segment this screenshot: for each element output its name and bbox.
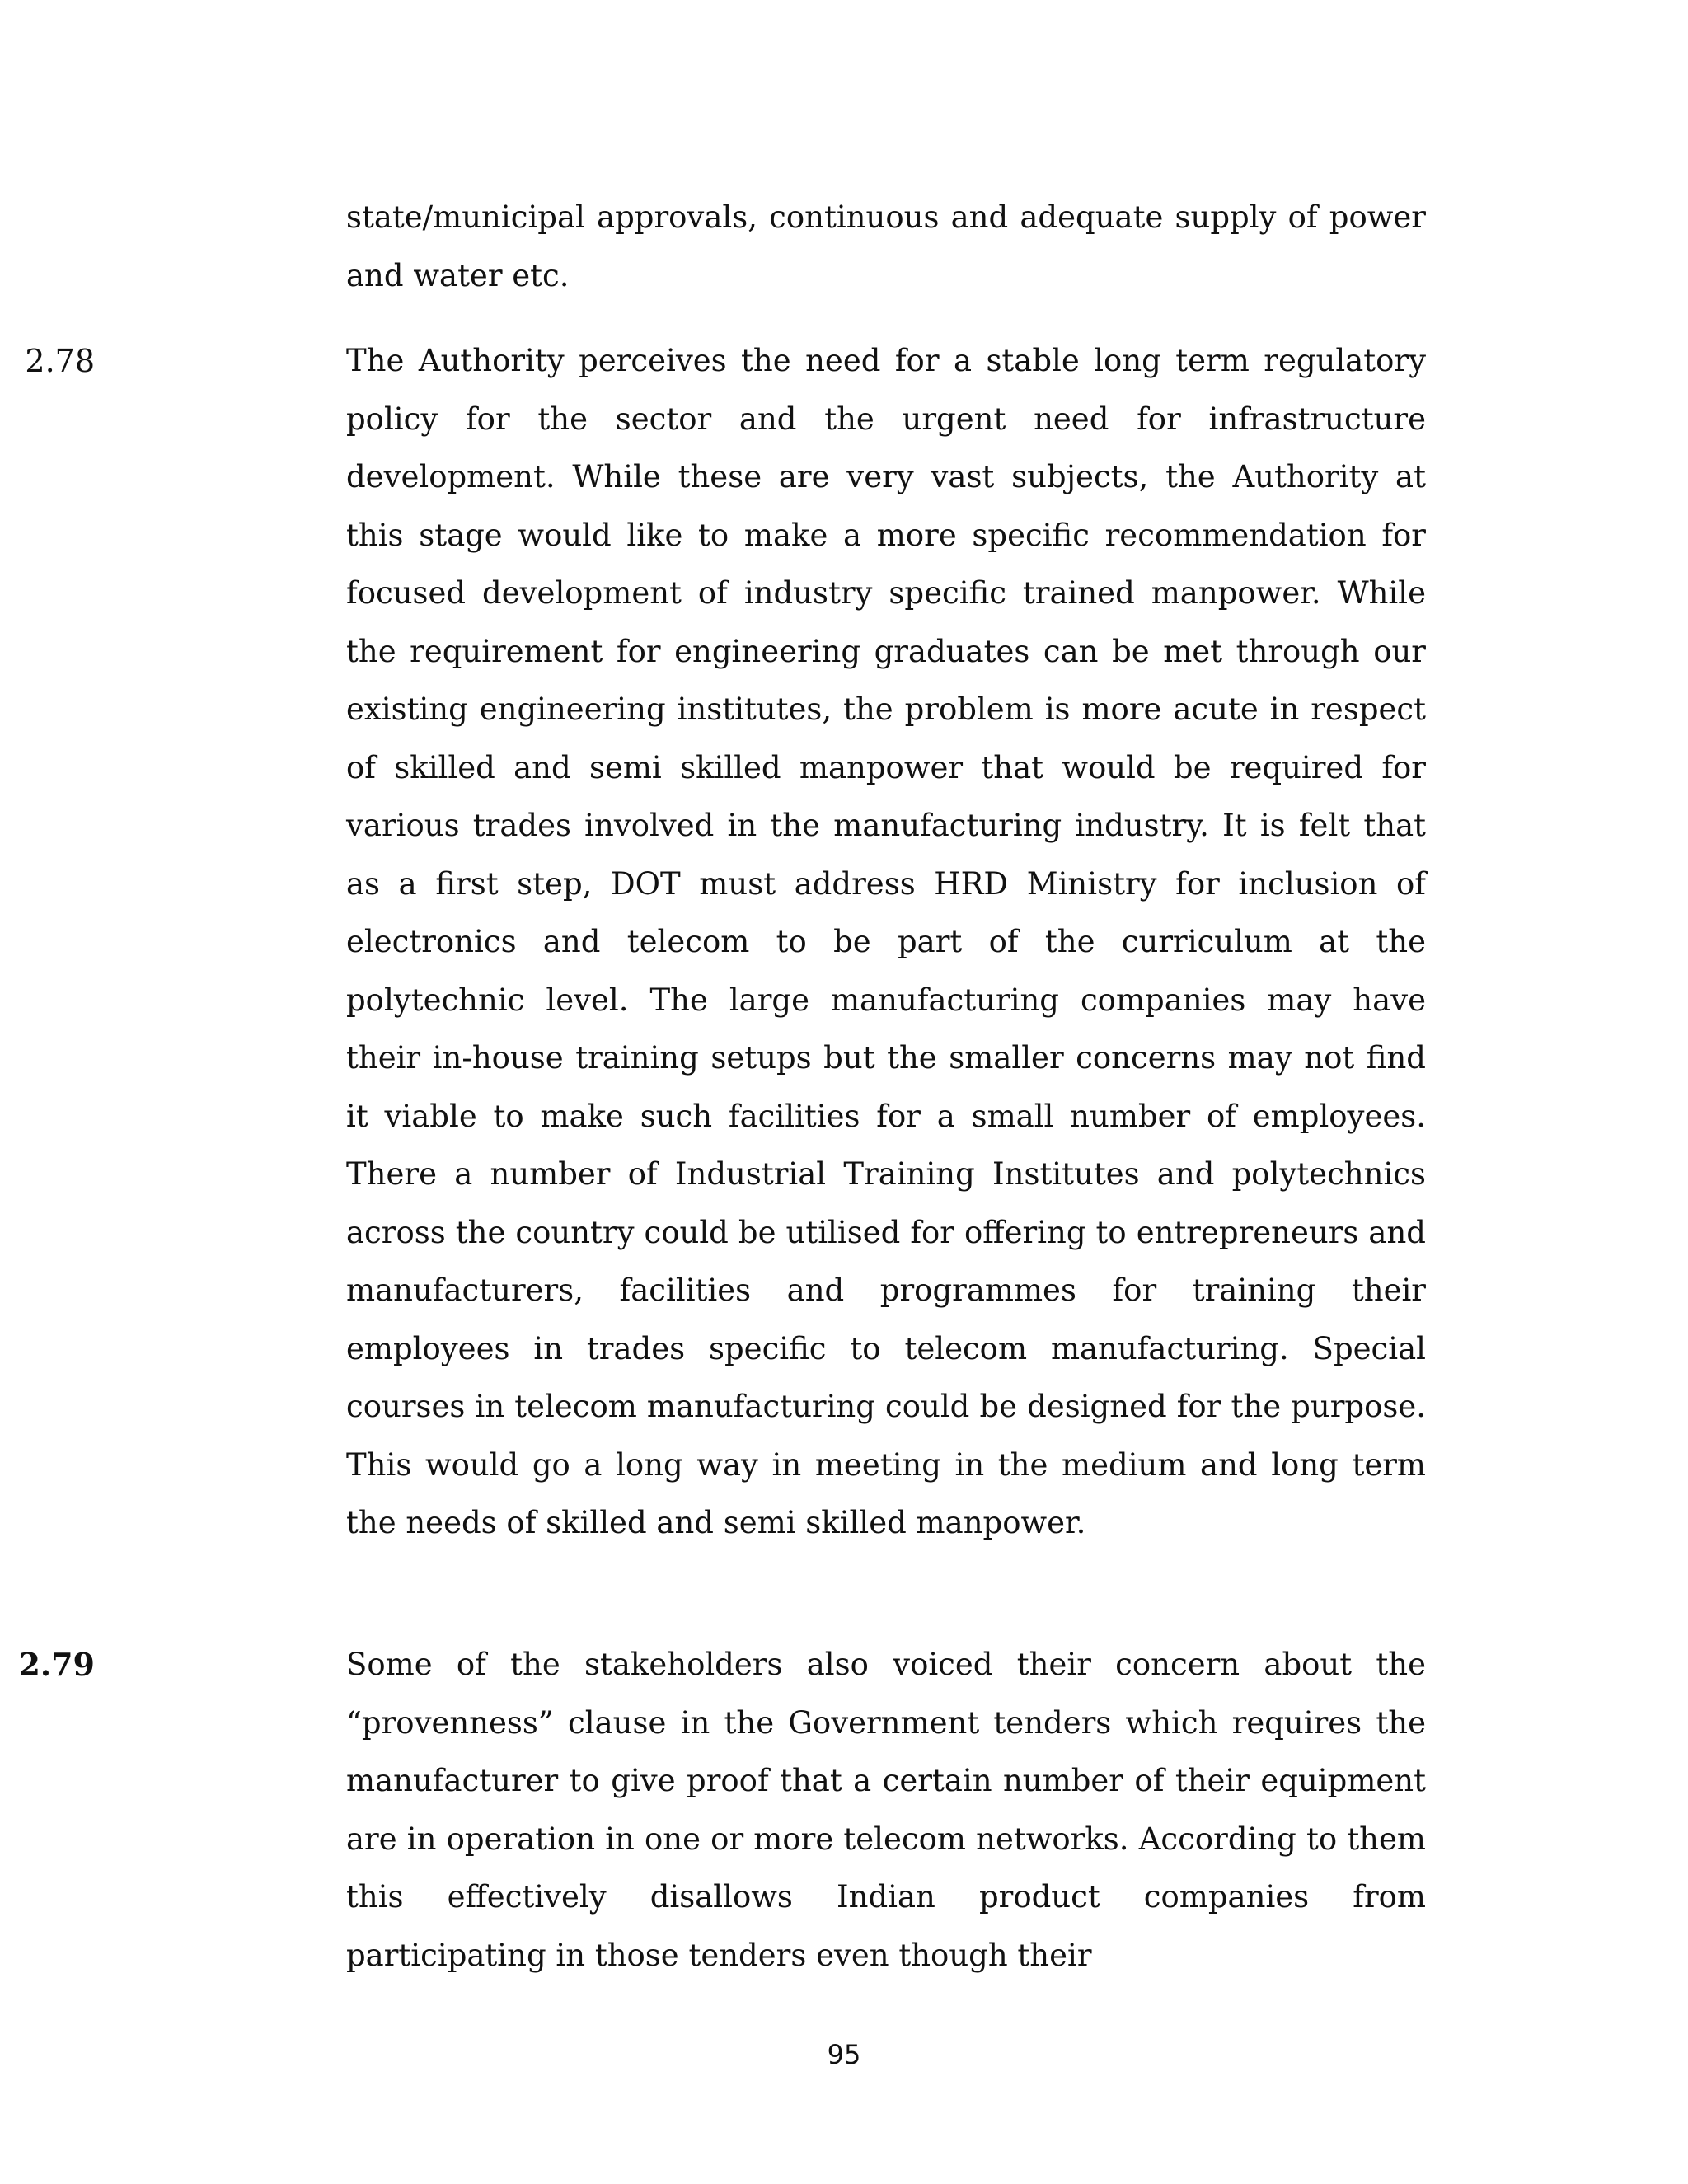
paragraph-number: 2.78 bbox=[25, 343, 95, 379]
page-number: 95 bbox=[827, 2039, 861, 2070]
paragraph-text: The Authority perceives the need for a stable long term regulatory policy for the sector and the urgent need for infrastructure development. While these are very vast subjects, the Authority at this stage would like to make a more specific recommendation for focused development of industry specific trained manpower. While the requirement for engineering graduates can be met through our existing engineering institutes, the problem is more acute in respect of skilled and semi skilled manpower that would be required for various trades involved in the manufacturing industry. It is felt that as a first step, DOT must address HRD Ministry for inclusion of electronics and telecom to be part of the curriculum at the polytechnic level. The large manufacturing companies may have their in-house training setups but the smaller concerns may not find it viable to make such facilities for a small number of employees. There a number of Industrial Training Institutes and polytechnics across the country could be utilised for offering to entrepreneurs and manufacturers, facilities and programmes for training their employees in trades specific to telecom manufacturing. Special courses in telecom manufacturing could be designed for the purpose. This would go a long way in meeting in the medium and long term the needs of skilled and semi skilled manpower. bbox=[346, 343, 1426, 1540]
paragraph-number: 2.79 bbox=[18, 1646, 95, 1683]
paragraph-2-79 bbox=[18, 1636, 1426, 1985]
paragraph-2-78 bbox=[25, 332, 1426, 1553]
paragraph-continued bbox=[247, 189, 1426, 305]
paragraph-text: state/municipal approvals, continuous and adequate supply of power and water etc. bbox=[346, 199, 1426, 293]
paragraph-text: Some of the stakeholders also voiced their concern about the “provenness” clause in the Government tenders which requires the manufacturer to give proof that a certain number of their equipment are in operation in one or more telecom networks. According to them this effectively disallows Indian product companies from participating in those tenders even though their bbox=[346, 1647, 1426, 1973]
